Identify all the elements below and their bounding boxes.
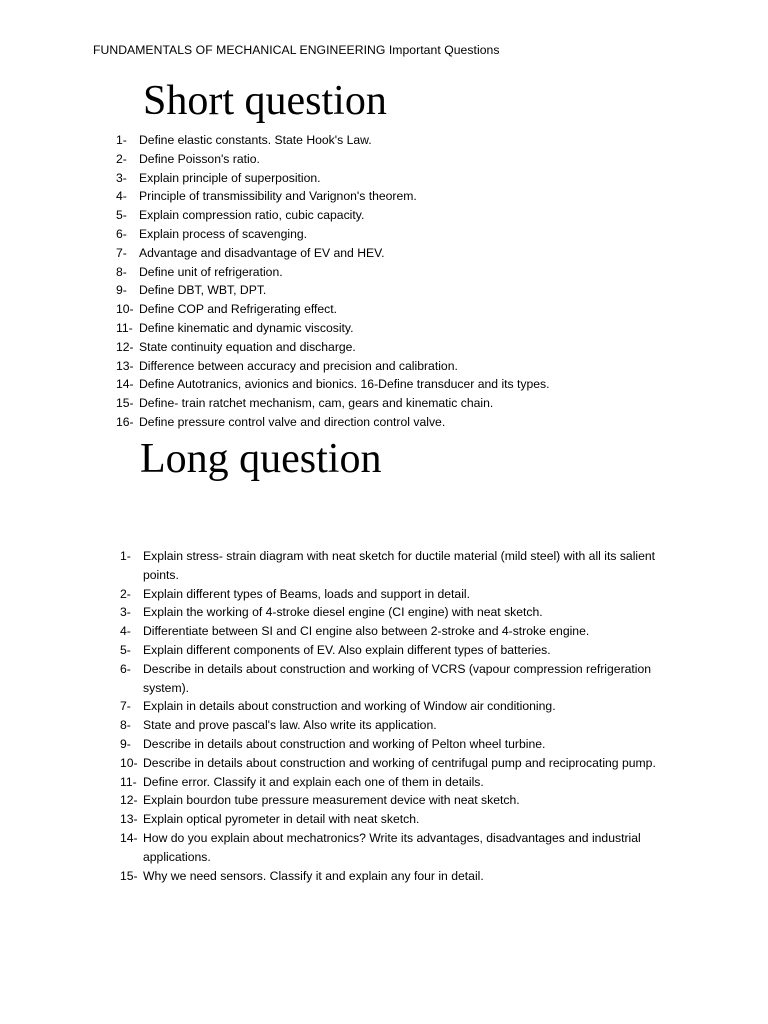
question-number: 15- — [120, 868, 138, 883]
question-item — [120, 585, 680, 604]
question-text: Explain the working of 4-stroke diesel engine (CI engine) with neat sketch. — [143, 605, 543, 620]
question-number: 15- — [116, 396, 134, 411]
question-item — [120, 773, 680, 792]
question-number: 1- — [120, 549, 131, 563]
question-number: 3- — [120, 605, 131, 620]
question-text: Explain stress- strain diagram with neat sketch for ductile material (mild steel) with all its salient points. — [143, 549, 656, 582]
question-number: 3- — [116, 170, 127, 185]
question-item — [116, 338, 736, 357]
question-item — [120, 829, 680, 867]
question-item — [116, 394, 736, 413]
question-item — [120, 810, 680, 829]
question-item — [120, 867, 680, 886]
question-item — [116, 357, 736, 376]
question-item — [116, 206, 736, 225]
question-number: 6- — [116, 226, 127, 241]
question-text: Differentiate between SI and CI engine also between 2-stroke and 4-stroke engine. — [143, 624, 590, 639]
question-text: Explain bourdon tube pressure measurement device with neat sketch. — [143, 793, 520, 808]
question-number: 5- — [116, 208, 127, 223]
question-number: 2- — [120, 586, 131, 601]
question-text: Explain different types of Beams, loads and support in detail. — [143, 586, 471, 601]
question-item — [116, 187, 736, 206]
question-item — [120, 697, 680, 716]
long-question-heading: Long question — [140, 436, 382, 482]
question-text: Define kinematic and dynamic viscosity. — [139, 320, 354, 335]
question-item — [116, 300, 736, 319]
question-number: 4- — [116, 189, 127, 204]
question-text: State and prove pascal's law. Also write its application. — [143, 718, 437, 733]
question-number: 4- — [120, 624, 131, 639]
question-text: State continuity equation and discharge. — [139, 339, 356, 354]
question-number: 7- — [120, 699, 131, 714]
question-text: Describe in details about construction and working of VCRS (vapour compression refrigeration system). — [143, 661, 652, 695]
question-number: 10- — [116, 302, 134, 317]
question-number: 12- — [120, 793, 138, 808]
question-text: Define COP and Refrigerating effect. — [139, 302, 338, 317]
question-number: 11- — [116, 320, 133, 335]
question-item — [116, 150, 736, 169]
question-text: Define error. Classify it and explain each one of them in details. — [143, 774, 484, 789]
question-text: Define pressure control valve and direction control valve. — [139, 414, 446, 429]
question-item — [116, 131, 736, 150]
question-item — [116, 244, 736, 263]
question-number: 6- — [120, 661, 131, 676]
question-text: Why we need sensors. Classify it and explain any four in detail. — [143, 868, 484, 883]
question-number: 1- — [116, 133, 127, 147]
question-number: 2- — [116, 151, 127, 166]
question-item — [120, 735, 680, 754]
question-text: Explain optical pyrometer in detail with neat sketch. — [143, 812, 420, 827]
question-number: 5- — [120, 642, 131, 657]
question-number: 12- — [116, 339, 134, 354]
question-text: Explain principle of superposition. — [139, 170, 321, 185]
question-item — [116, 375, 736, 394]
question-text: Explain compression ratio, cubic capacity. — [139, 208, 365, 223]
question-text: Define- train ratchet mechanism, cam, gears and kinematic chain. — [139, 396, 494, 411]
question-text: Define Autotranics, avionics and bionics. 16-Define transducer and its types. — [139, 377, 550, 392]
question-text: Difference between accuracy and precision and calibration. — [139, 358, 458, 373]
question-number: 8- — [116, 264, 127, 279]
question-text: Define elastic constants. State Hook's Law. — [139, 133, 372, 147]
question-item — [116, 413, 736, 432]
question-number: 10- — [120, 755, 138, 770]
question-item — [120, 603, 680, 622]
short-question-list — [116, 131, 736, 432]
question-item — [120, 660, 680, 698]
question-text: Define Poisson's ratio. — [139, 151, 260, 166]
question-number: 13- — [120, 812, 138, 827]
question-text: Principle of transmissibility and Varignon's theorem. — [139, 189, 417, 204]
question-text: Explain process of scavenging. — [139, 226, 308, 241]
question-item — [116, 281, 736, 300]
long-question-list — [120, 547, 680, 885]
question-text: Explain in details about construction and working of Window air conditioning. — [143, 699, 556, 714]
question-text: Advantage and disadvantage of EV and HEV. — [139, 245, 385, 260]
question-text: Define DBT, WBT, DPT. — [139, 283, 267, 298]
question-item — [116, 169, 736, 188]
question-number: 14- — [120, 830, 138, 845]
question-text: How do you explain about mechatronics? Write its advantages, disadvantages and industrial applications. — [143, 830, 641, 864]
short-question-heading: Short question — [143, 78, 387, 124]
question-item — [120, 622, 680, 641]
document-header: FUNDAMENTALS OF MECHANICAL ENGINEERING Important Questions — [93, 43, 500, 57]
question-item — [116, 263, 736, 282]
question-number: 16- — [116, 414, 134, 429]
question-number: 14- — [116, 377, 134, 392]
question-text: Describe in details about construction and working of centrifugal pump and reciprocating pump. — [143, 755, 656, 770]
question-number: 13- — [116, 358, 134, 373]
question-number: 9- — [120, 736, 131, 751]
question-number: 8- — [120, 718, 131, 733]
question-number: 9- — [116, 283, 127, 298]
question-text: Describe in details about construction and working of Pelton wheel turbine. — [143, 736, 546, 751]
question-text: Define unit of refrigeration. — [139, 264, 283, 279]
question-number: 11- — [120, 774, 137, 789]
question-item — [120, 641, 680, 660]
question-item — [116, 225, 736, 244]
question-item — [120, 716, 680, 735]
question-item — [120, 754, 680, 773]
question-item — [120, 791, 680, 810]
question-text: Explain different components of EV. Also explain different types of batteries. — [143, 642, 551, 657]
question-item — [116, 319, 736, 338]
question-item — [120, 547, 680, 585]
question-number: 7- — [116, 245, 127, 260]
